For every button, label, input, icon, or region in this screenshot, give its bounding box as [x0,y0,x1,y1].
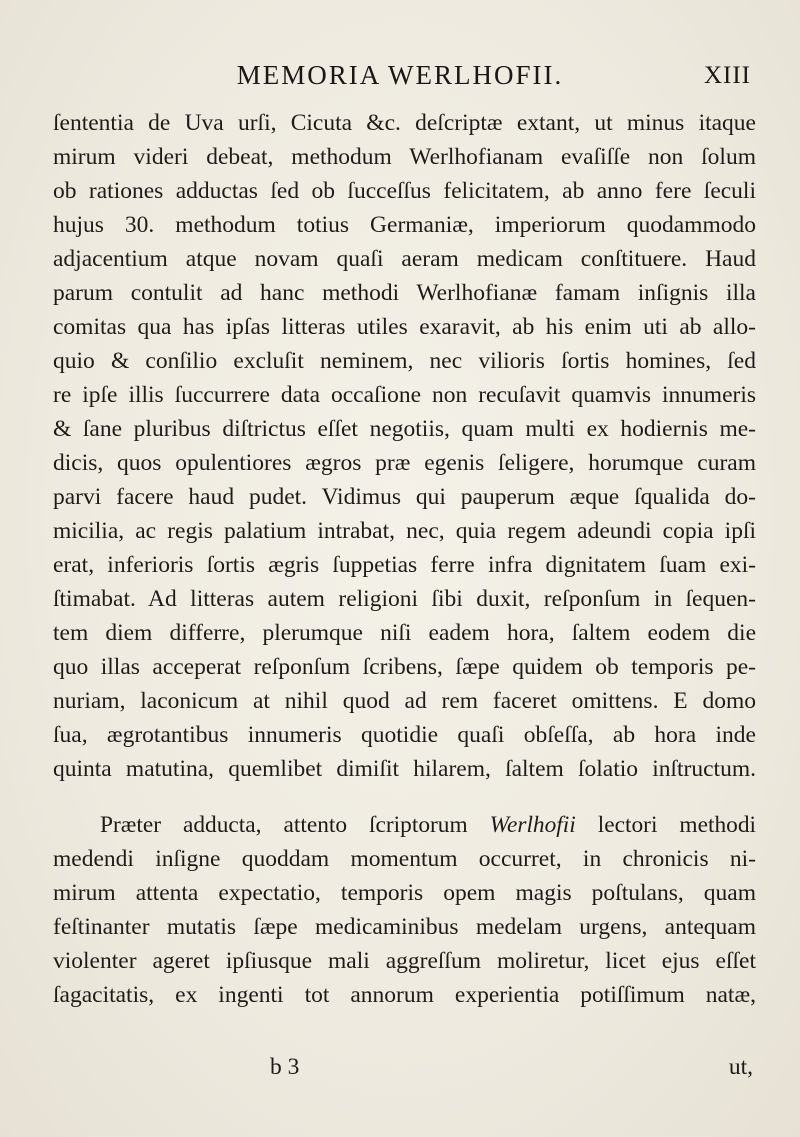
text-line: nuriam, laconicum at nihil quod ad rem faceret omittens. E domo [53,688,756,714]
text-line: quinta matutina, quemlibet dimiſit hilarem, ſaltem ſolatio inſtructum. [53,756,756,782]
text-line: violenter ageret ipſiusque mali aggreſſum moliretur, licet ejus eſſet [53,948,756,974]
running-head [0,60,800,100]
running-title: MEMORIA WERLHOFII. [236,60,564,90]
text-line: ſua, ægrotantibus innumeris quotidie quaſi obſeſſa, ab hora inde [53,722,756,748]
catchword: ut, [728,1054,753,1080]
page-footer [0,1050,800,1084]
text-line: micilia, ac regis palatium intrabat, nec, quia regem adeundi copia ipſi [53,518,756,544]
text-line: medendi inſigne quoddam momentum occurret, in chronicis ni- [53,846,756,872]
text-segment: Præter adducta, attento ſcriptorum [100,812,468,838]
text-line: & ſane pluribus diſtrictus eſſet negotiis, quam multi ex hodiernis me- [53,416,756,442]
text-line: quo illas acceperat reſponſum ſcribens, ſæpe quidem ob temporis pe- [53,654,756,680]
text-line: ſententia de Uva urſi, Cicuta &c. deſcriptæ extant, ut minus itaque [53,110,756,136]
signature-mark: b 3 [270,1054,300,1080]
text-line: ſtimabat. Ad litteras autem religioni ſibi duxit, reſponſum in ſequen- [53,586,756,612]
text-line: hujus 30. methodum totius Germaniæ, imperiorum quodammodo [53,212,756,238]
text-line: adjacentium atque novam quaſi aeram medicam conſtituere. Haud [53,246,756,272]
text-line: mirum attenta expectatio, temporis opem magis poſtulans, quam [53,880,756,906]
text-line: ob rationes adductas ſed ob ſucceſſus felicitatem, ab anno fere ſeculi [53,178,756,204]
text-line: re ipſe illis ſuccurrere data occaſione non recuſavit quamvis innumeris [53,382,756,408]
author-name: Werlhofii [489,812,576,838]
text-line: comitas qua has ipſas litteras utiles exaravit, ab his enim uti ab allo- [53,314,756,340]
text-line: feſtinanter mutatis ſæpe medicaminibus medelam urgens, antequam [53,914,756,940]
text-line: parvi facere haud pudet. Vidimus qui pauperum æque ſqualida do- [53,484,756,510]
page-number: XIII [703,62,751,89]
text-line: tem diem differre, plerumque niſi eadem hora, ſaltem eodem die [53,620,756,646]
text-segment: lectori methodi [597,812,757,838]
text-line: parum contulit ad hanc methodi Werlhofianæ famam inſignis illa [53,280,756,306]
paragraph-first-line [100,808,756,842]
text-line: ſagacitatis, ex ingenti tot annorum experientia potiſſimum natæ, [53,982,756,1008]
text-line: erat, inferioris ſortis ægris ſuppetias ferre infra dignitatem ſuam exi- [53,552,756,578]
text-line: quio & conſilio excluſit neminem, nec vilioris ſortis homines, ſed [53,348,756,374]
text-line: mirum videri debeat, methodum Werlhofianam evaſiſſe non ſolum [53,144,756,170]
text-line: dicis, quos opulentiores ægros præ egenis ſeligere, horumque curam [53,450,756,476]
